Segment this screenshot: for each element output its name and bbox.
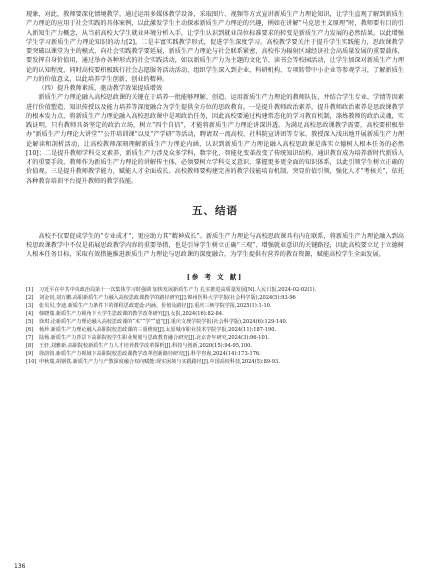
reference-number: [7] <box>26 334 34 341</box>
references-list <box>26 286 404 366</box>
reference-number: [2] <box>26 294 34 301</box>
reference-text: 徐韵钧.新质生产力视域下高职院校思政课教学改革创新路径研究[J].科学咨询,2024(14):173-176. <box>39 350 261 357</box>
reference-text: 韩晓瑞.新质生产力视角下大学生思政课的教学改革研究[J].女报,2024(16):82-84. <box>39 310 224 317</box>
reference-number: [3] <box>26 302 34 309</box>
reference-text: 王轩,刘雅新.高职院校新质生产力人才培养教学改革探析[J].科技与创新,2020(15):94-95,100. <box>39 342 252 349</box>
reference-number: [5] <box>26 318 34 325</box>
reference-text: 张贝贝,李迪.新质生产力条件下的课程思政建设:内涵、价值及路径[J].重庆三峡学院学报,2025(1):1-10. <box>39 302 272 309</box>
reference-text: 刘金钊,刘万鹏.高职新质生产力融入高校思政课教学的路径研究[J].锦州医科大学学报(社会科学版),2024(5):93-96 <box>39 294 296 301</box>
reference-number: [8] <box>26 342 34 349</box>
reference-item <box>26 286 404 294</box>
reference-text: 陆杨.新质生产力背景下高职院校学生职业规划与思政教育融合研究[J].北京青年研究,2024(3):96-101. <box>39 334 270 341</box>
reference-item <box>26 342 404 350</box>
reference-number: [4] <box>26 310 34 317</box>
reference-item <box>26 310 404 318</box>
section-title: 五、结语 <box>192 204 238 217</box>
reference-text: 申秋瑞,胡钢铁.新质生产力与产教深度融合双向赋能:现实困境与实践路径[J].中国高校科技,2024(5):89-93. <box>39 358 280 365</box>
reference-number: [9] <box>26 350 34 357</box>
page-number: 136 <box>14 563 26 570</box>
reference-item <box>26 294 404 302</box>
body-paragraph-2: 新质生产力理论融入高校思政课的关键在于培养一批能够理解、创造、运用新质生产力理论的教师队伍，并结合学生专业、学情等因素进行价值塑造、知识传授以及能力培养等深度融合为学生提供全方位的思政教育。一是提升教师政治素养，提升教师政治素养是思政课教学的根本发力点，将新质生产力理论融入高校思政课中是项政治任务，因此高校要通过构建常态化的学习教育机制，涤炼教师的政治灵魂，实践证明，只有教师具备坚定的政治立场，树立“四个自信”，才能将新质生产力理论讲深讲透。为满足高校思政课教学需要，高校要积极举办“新质生产力理论大讲堂”“公开培训课”以及“产学研”等活动，聘请双一流高校、社科院宣讲团等专家，教授深入浅出地开展新质生产力理论解读和剖析活动，让高校教师深刻理解新质生产力理论内涵，认识到新质生产力理论融入高校思政课是落实立德树人根本任务的必然[10]；二是提升教师学科交叉素养，新质生产力涉及众多学科，数字化、智能化变革改变了传统知识结构，通识教育成为培养新时代新质人才的重要手段，教师作为新质生产力理论的讲解传主体，必须要树立学科交叉意识，掌握更多更全面的知识体系，以此引领学生树立正确的价值观。三是提升教师教学能力，赋能人才全面成长。高校教师要构建完善的教学技能培育机制，突显价值引领，强化人才“考核关”，依托各种教育培训平台提升教师的教学技能。 <box>26 94 404 185</box>
reference-item <box>26 326 404 334</box>
reference-text: 杨珍.新质生产力理论融入高职院校思政课的三重维度[J].太原城市职业技术学院学报,2024(11):187-190. <box>39 326 277 333</box>
reference-item <box>26 302 404 310</box>
reference-number: [10] <box>26 358 37 365</box>
reference-item <box>26 358 404 366</box>
body-paragraph-1: 现象，对此，教师要深化情境教学，通过运用多媒体教学设备，采取图片、视频等方式宣讲新质生产力理论知识，让学生直观了解到新质生产力理论的应用于社会实践的具体案例，以此激发学生主动探索新质生产力理论的兴趣，例如在讲解“马克思主义原理”时，教师要有目的引入新知生产力概念，从当前高校大学生就业环境分析入手，让学生认识到就业岗位标准要求的转变是新质生产力发展的必然结果，以此增强学生学习新质生产力理论知识的动力[2]。二是丰富实践教学形式，促进学生深度学习。高校教学要关注于提升学生实践能力，思政课教学要突破以课堂为主的模式，向社会实践教学要延展，新质生产力理论与社会联系紧密，高校作为辐射区域经济社会高质量发展的重要载体，要发挥自身价值用，通过举办各种形式的社会实践活动，如以新质生产力为主题的文化节、读书会等校园活动，让学生加深对新质生产力理论的认知程度，同时高校要积极践行社会志愿服务活动活动，组织学生深入到企业、科研机构、专项转带中小企业等参观学习，了解新质生产力的价值意义，以此培养学生创新、创业的精神。 <box>26 11 404 83</box>
reference-number: [1] <box>26 286 34 293</box>
reference-item <box>26 318 404 326</box>
reference-text: 习近平在中共中央政治局第十一次集体学习时强调 加快发展新质生产力 扎实推进高质量发展[N].人民日报,2024-02-02(1). <box>39 286 317 293</box>
subheading-4: （四）提升教师素质，驱动教学效果提质增效 <box>38 85 163 92</box>
reference-item <box>26 334 404 342</box>
reference-text: 徐琪.论新质生产力理论融入高校思政课的“术”“学”“道”[J].重庆文理学院学报(社会科学版),2024(6):129-140. <box>39 318 288 325</box>
references-heading: [参 考 文 献] <box>186 272 244 281</box>
reference-number: [6] <box>26 326 34 333</box>
page-content <box>26 10 404 366</box>
conclusion-paragraph: 高校不仅要促成学生的“专业成才”，更应助力其“精神成长”。新质生产力理论与高校思政课具有内在联系，将新质生产力理论融入到高校思政课教学中不仅是拓展思政教学内容的重要举措，也是引导学生树立正确“三观”、增强就业意识的关键路径，因此高校要立足于立德树人根本任务目标，采取有效措施推进新质生产力理论与思政课的深度融合，为学生提供有营养的教育资源，赋能高校学生全面发展。 <box>26 232 404 259</box>
reference-item <box>26 350 404 358</box>
